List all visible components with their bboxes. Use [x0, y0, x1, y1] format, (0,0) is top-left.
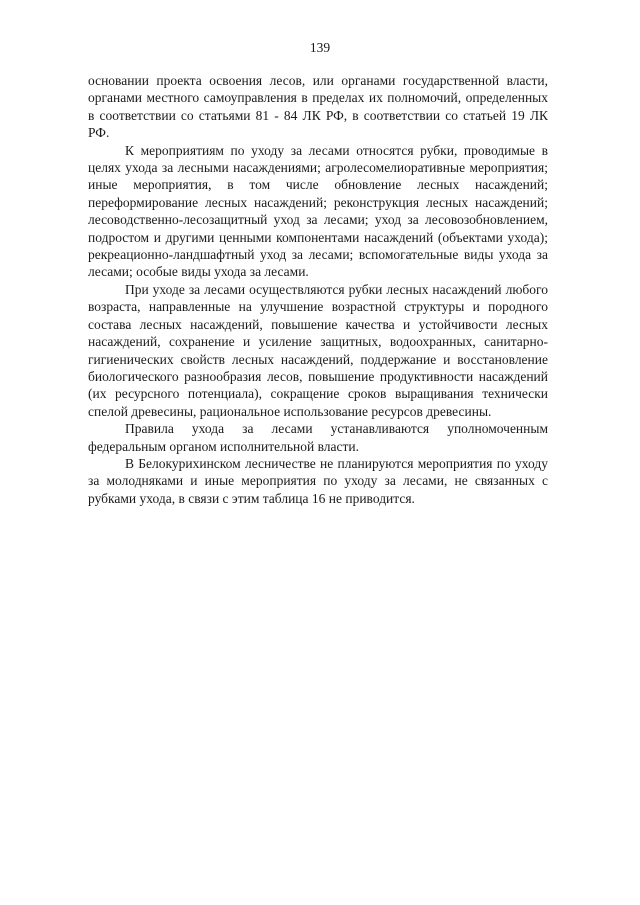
paragraph-care-measures: К мероприятиям по уходу за лесами относятся рубки, проводимые в целях ухода за лесными насаждениями; агролесомелиоративные мероприятия; иные мероприятия, в том числе обновление лесных насаждений; переформирование лесных насаждений; реконструкция лесных насаждений; лесоводственно-лесозащитный уход за лесами; уход за лесовозобновлением, подростом и другими ценными компонентами насаждений (объектами ухода); рекреационно-ландшафтный уход за лесами; вспомогательные виды ухода за лесами; особые виды ухода за лесами. — [88, 142, 548, 280]
page-number: 139 — [309, 40, 331, 55]
paragraph-felling-purposes: При уходе за лесами осуществляются рубки лесных насаждений любого возраста, направленные на улучшение возрастной структуры и породного состава лесных насаждений, повышение качества и устойчивости лесных насаждений, сохранение и усиление защитных, водоохранных, санитарно-гигиенических свойств лесных насаждений, поддержание и восстановление биологического разнообразия лесов, повышение продуктивности насаждений (их ресурсного потенциала), сокращение сроков выращивания технически спелой древесины, рациональное использование ресурсов древесины. — [88, 281, 548, 419]
document-body — [88, 72, 548, 507]
paragraph-belokurikha-forestry: В Белокурихинском лесничестве не планируются мероприятия по уходу за молодняками и иные мероприятия по уходу за лесами, не связанных с рубками ухода, в связи с этим таблица 16 не приводится. — [88, 455, 548, 506]
paragraph-rules-authority: Правила ухода за лесами устанавливаются уполномоченным федеральным органом исполнительной власти. — [88, 421, 548, 454]
paragraph-continuation: основании проекта освоения лесов, или органами государственной власти, органами местного самоуправления в пределах их полномочий, определенных в соответствии со статьями 81 - 84 ЛК РФ, в соответствии со статьей 19 ЛК РФ. — [88, 73, 548, 141]
